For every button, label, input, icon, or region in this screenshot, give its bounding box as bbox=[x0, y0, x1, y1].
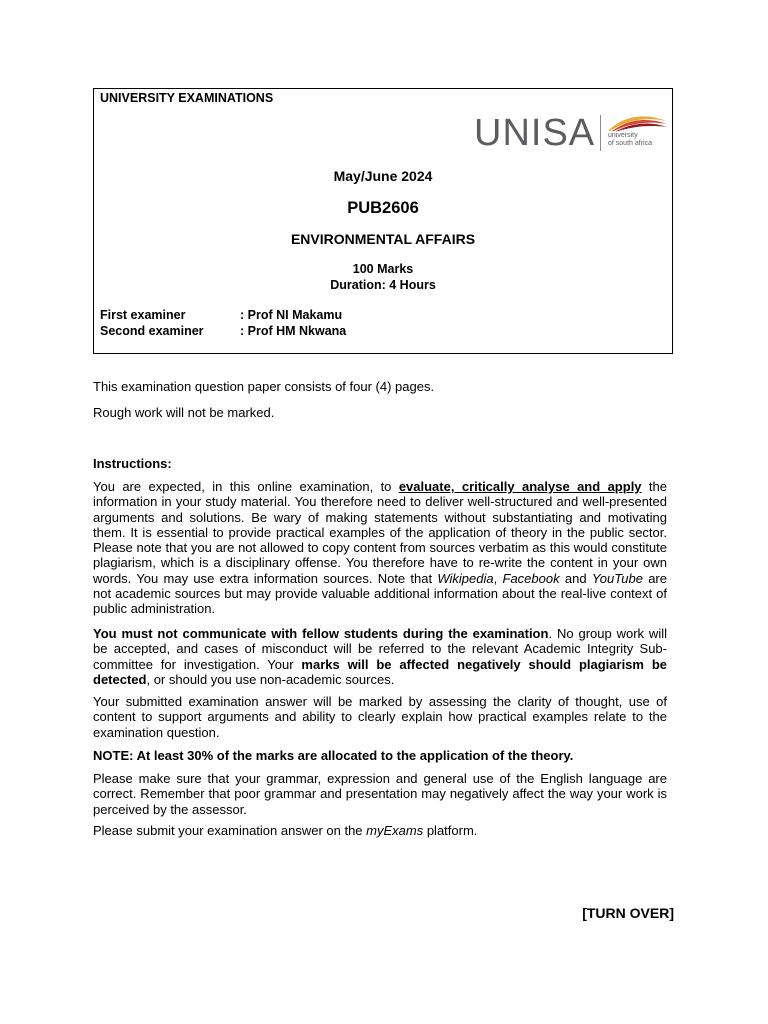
page-count-statement: This examination question paper consists of four (4) pages. bbox=[93, 379, 435, 394]
course-code: PUB2606 bbox=[347, 199, 419, 217]
second-examiner-row bbox=[100, 324, 346, 338]
exam-duration: Duration: 4 Hours bbox=[330, 278, 436, 292]
p1-text-a: You are expected, in this online examination, to bbox=[93, 479, 399, 494]
logo-subtitle-line1: university bbox=[608, 132, 638, 139]
instructions-paragraph-1 bbox=[93, 479, 667, 617]
instructions-paragraph-4: Please make sure that your grammar, expression and general use of the English language are correct. Remember that poor grammar and presentation may negatively affect the way your work is perceived by the assessor. bbox=[93, 771, 667, 817]
p1-text-d: are not academic sources but may provide valuable additional information about the real-live context of public administration. bbox=[93, 570, 667, 617]
instructions-heading: Instructions: bbox=[93, 456, 172, 471]
logo-separator bbox=[600, 115, 601, 151]
p2-bold-c: marks will be affected negatively should plagiarism be detected bbox=[93, 656, 667, 687]
p1-and: and bbox=[559, 570, 592, 586]
first-examiner-row bbox=[100, 308, 342, 322]
p1-text-c: the information in your study material. You therefore need to deliver well-structured and well-presented arguments and solutions. Be wary of making statements without substantiating and motivating them. It is essential to provide practical examples of the application of theory in the public sector. Please note that you are not allowed to copy content from sources verbatim as this would constitute plagiarism, which is a disciplinary offense. You therefore have to re-write the content in your own words. You may use extra information sources. Note that bbox=[93, 479, 668, 586]
instructions-paragraph-5 bbox=[93, 823, 667, 838]
first-examiner-label: First examiner bbox=[100, 308, 186, 322]
total-marks: 100 Marks bbox=[352, 262, 414, 276]
p2-text-b: . No group work will be accepted, and cases of misconduct will be referred to the relevant Academic Integrity Sub-committee for investigation. Your bbox=[93, 626, 667, 672]
university-examinations-label: UNIVERSITY EXAMINATIONS bbox=[100, 91, 274, 105]
p1-wikipedia: Wikipedia bbox=[437, 570, 494, 586]
course-name: ENVIRONMENTAL AFFAIRS bbox=[290, 231, 476, 247]
p1-comma: , bbox=[493, 570, 503, 586]
logo-subtitle-line2: of south africa bbox=[608, 140, 652, 147]
logo-swoosh-icon bbox=[606, 113, 668, 133]
p5-text-a: Please submit your examination answer on the bbox=[93, 823, 367, 838]
p1-youtube: YouTube bbox=[591, 570, 643, 586]
unisa-logo bbox=[474, 111, 670, 153]
theory-note: NOTE: At least 30% of the marks are allocated to the application of the theory. bbox=[93, 748, 574, 763]
p5-myexams: myExams bbox=[366, 823, 424, 838]
p5-text-c: platform. bbox=[423, 823, 478, 838]
p2-bold-a: You must not communicate with fellow students during the examination bbox=[93, 626, 549, 641]
second-examiner-value: : Prof HM Nkwana bbox=[240, 324, 347, 338]
exam-date: May/June 2024 bbox=[333, 168, 433, 184]
rough-work-statement: Rough work will not be marked. bbox=[93, 405, 275, 420]
p2-text-d: , or should you use non-academic sources. bbox=[146, 671, 395, 687]
second-examiner-label: Second examiner bbox=[100, 324, 204, 338]
p1-emphasis: evaluate, critically analyse and apply bbox=[398, 479, 642, 494]
instructions-paragraph-2 bbox=[93, 626, 667, 687]
p1-facebook: Facebook bbox=[502, 570, 560, 586]
exam-header-box bbox=[93, 88, 673, 354]
logo-wordmark: UNISA bbox=[474, 112, 596, 154]
logo-subtitle bbox=[608, 132, 652, 148]
turn-over-label: [TURN OVER] bbox=[582, 905, 674, 921]
instructions-paragraph-3: Your submitted examination answer will be marked by assessing the clarity of thought, use of content to support arguments and ability to clearly explain how practical examples relate to the examination question. bbox=[93, 694, 667, 740]
first-examiner-value: : Prof NI Makamu bbox=[240, 308, 343, 322]
